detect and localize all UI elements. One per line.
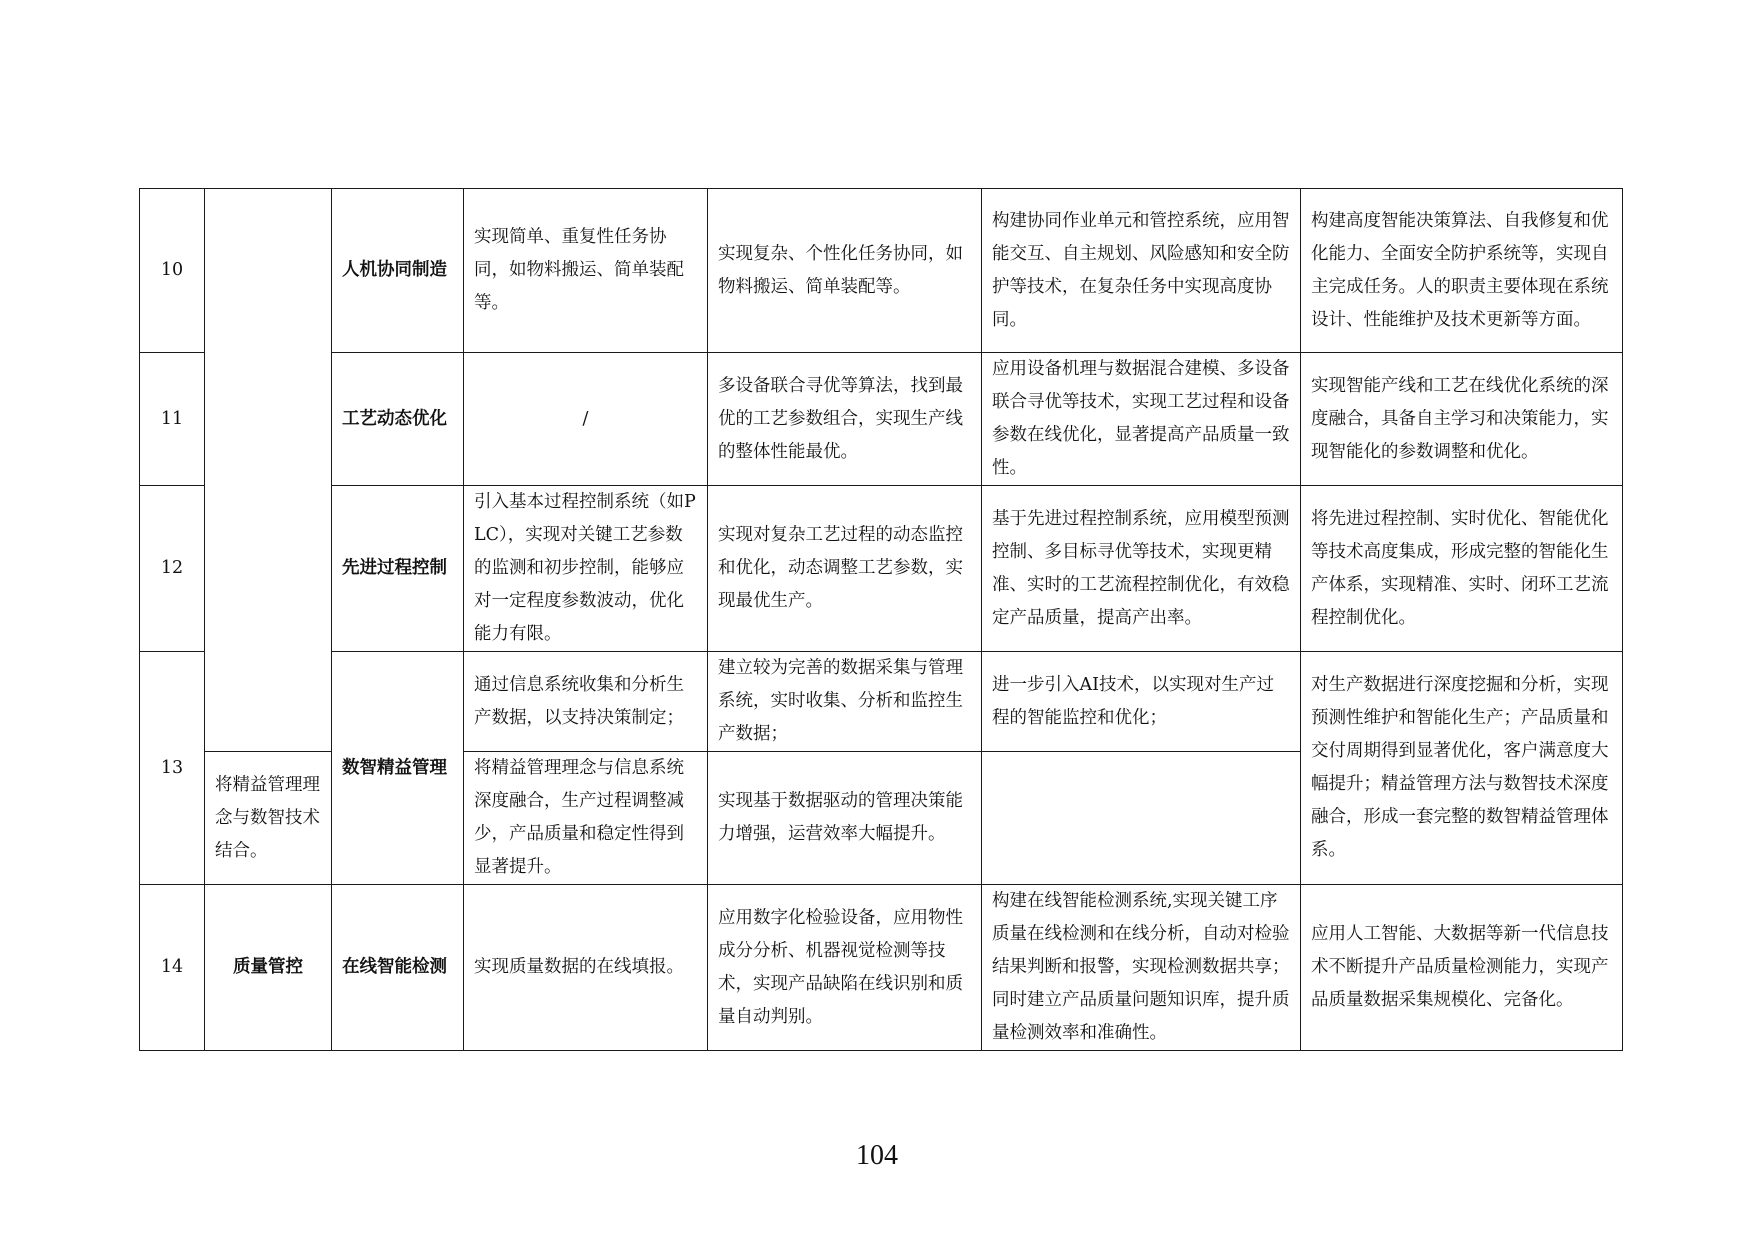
level-1-cell: 通过信息系统收集和分析生产数据，以支持决策制定； bbox=[464, 652, 708, 752]
table-row bbox=[140, 885, 1623, 1051]
level-1-cell: 引入基本过程控制系统（如PLC），实现对关键工艺参数的监测和初步控制，能够应对一定程度参数波动，优化能力有限。 bbox=[464, 486, 708, 652]
category-cell bbox=[205, 189, 332, 752]
table-row bbox=[140, 652, 1623, 752]
item-name: 在线智能检测 bbox=[332, 885, 464, 1051]
category-cell: 质量管控 bbox=[205, 885, 332, 1051]
level-1-cell: 实现质量数据的在线填报。 bbox=[464, 885, 708, 1051]
level-3-cell: 构建在线智能检测系统,实现关键工序质量在线检测和在线分析，自动对检验结果判断和报警，实现检测数据共享；同时建立产品质量问题知识库，提升质量检测效率和准确性。 bbox=[982, 885, 1301, 1051]
table-row bbox=[140, 353, 1623, 486]
level-2-cell: 实现复杂、个性化任务协同，如物料搬运、简单装配等。 bbox=[708, 189, 982, 353]
item-name: 先进过程控制 bbox=[332, 486, 464, 652]
level-3-cell: 实现基于数据驱动的管理决策能力增强，运营效率大幅提升。 bbox=[708, 752, 982, 885]
level-3-cell: 进一步引入AI技术，以实现对生产过程的智能监控和优化； bbox=[982, 652, 1301, 752]
level-2-cell: 建立较为完善的数据采集与管理系统，实时收集、分析和监控生产数据； bbox=[708, 652, 982, 752]
level-2-cell: 将精益管理理念与信息系统深度融合，生产过程调整减少，产品质量和稳定性得到显著提升。 bbox=[464, 752, 708, 885]
maturity-table bbox=[139, 188, 1623, 1051]
level-4-cell: 构建高度智能决策算法、自我修复和优化能力、全面安全防护系统等，实现自主完成任务。人的职责主要体现在系统设计、性能维护及技术更新等方面。 bbox=[1301, 189, 1623, 353]
level-2-cell: 多设备联合寻优等算法，找到最优的工艺参数组合，实现生产线的整体性能最优。 bbox=[708, 353, 982, 486]
level-1-cell: 将精益管理理念与数智技术结合。 bbox=[205, 752, 332, 885]
level-1-cell: 实现简单、重复性任务协同，如物料搬运、简单装配等。 bbox=[464, 189, 708, 353]
table-row bbox=[140, 486, 1623, 652]
level-3-cell: 基于先进过程控制系统，应用模型预测控制、多目标寻优等技术，实现更精准、实时的工艺流程控制优化，有效稳定产品质量，提高产出率。 bbox=[982, 486, 1301, 652]
level-2-cell: 实现对复杂工艺过程的动态监控和优化，动态调整工艺参数，实现最优生产。 bbox=[708, 486, 982, 652]
row-number: 13 bbox=[140, 652, 205, 885]
row-number: 12 bbox=[140, 486, 205, 652]
level-2-cell: 应用数字化检验设备，应用物性成分分析、机器视觉检测等技术，实现产品缺陷在线识别和质量自动判别。 bbox=[708, 885, 982, 1051]
row-number: 11 bbox=[140, 353, 205, 486]
level-1-cell: / bbox=[464, 353, 708, 486]
item-name: 工艺动态优化 bbox=[332, 353, 464, 486]
level-4-cell: 实现智能产线和工艺在线优化系统的深度融合，具备自主学习和决策能力，实现智能化的参数调整和优化。 bbox=[1301, 353, 1623, 486]
row-number: 10 bbox=[140, 189, 205, 353]
table-row bbox=[140, 189, 1623, 353]
row-number: 14 bbox=[140, 885, 205, 1051]
level-4-cell: 将先进过程控制、实时优化、智能优化等技术高度集成，形成完整的智能化生产体系，实现精准、实时、闭环工艺流程控制优化。 bbox=[1301, 486, 1623, 652]
page-number: 104 bbox=[856, 1140, 898, 1171]
level-3-cell: 应用设备机理与数据混合建模、多设备联合寻优等技术，实现工艺过程和设备参数在线优化，显著提高产品质量一致性。 bbox=[982, 353, 1301, 486]
level-4-cell: 对生产数据进行深度挖掘和分析，实现预测性维护和智能化生产；产品质量和交付周期得到显著优化，客户满意度大幅提升；精益管理方法与数智技术深度融合，形成一套完整的数智精益管理体系。 bbox=[1301, 652, 1623, 885]
item-name: 人机协同制造 bbox=[332, 189, 464, 353]
item-name: 数智精益管理 bbox=[332, 652, 464, 885]
level-3-cell: 构建协同作业单元和管控系统，应用智能交互、自主规划、风险感知和安全防护等技术，在复杂任务中实现高度协同。 bbox=[982, 189, 1301, 353]
level-4-cell: 应用人工智能、大数据等新一代信息技术不断提升产品质量检测能力，实现产品质量数据采集规模化、完备化。 bbox=[1301, 885, 1623, 1051]
